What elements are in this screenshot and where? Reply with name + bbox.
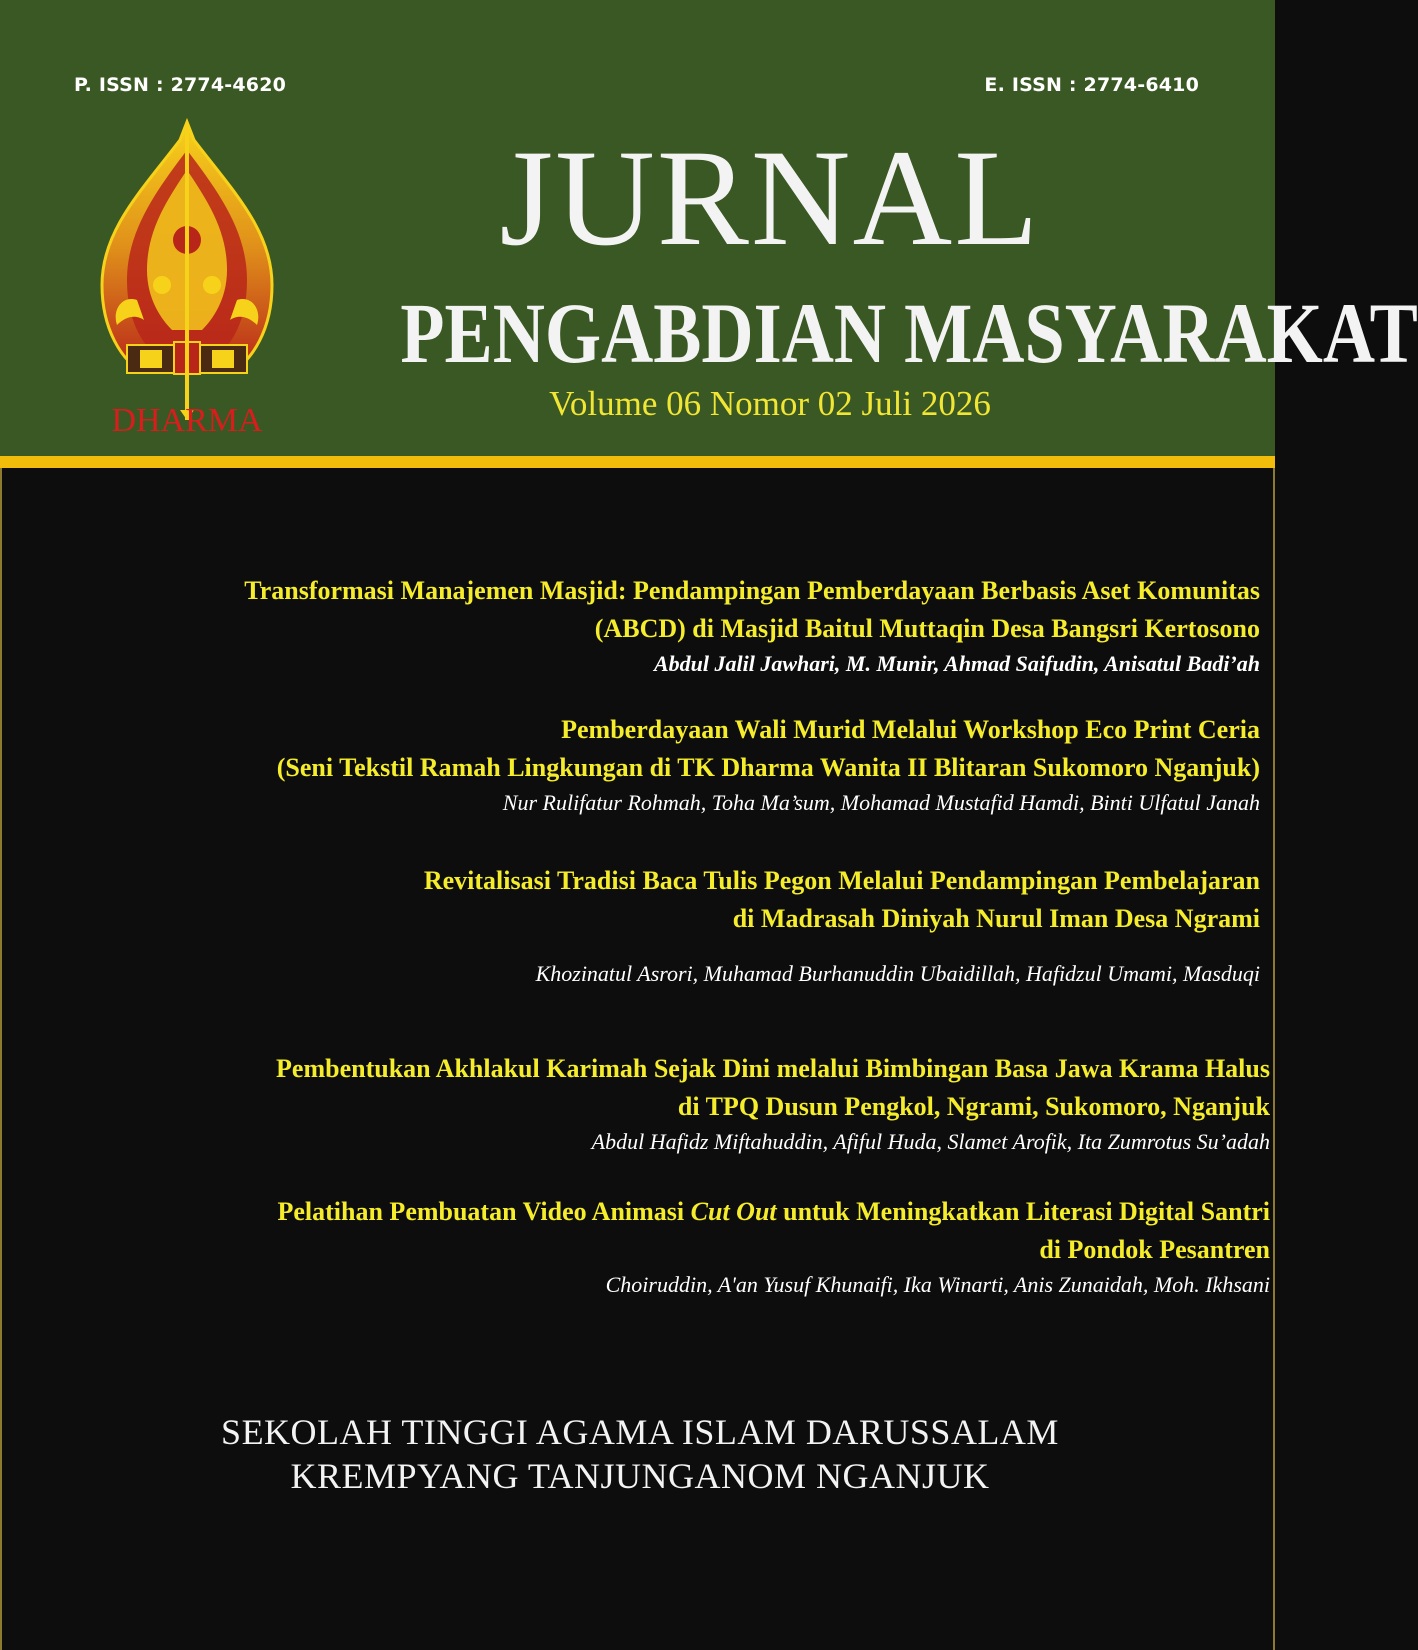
- logo-label: DHARMA: [111, 402, 263, 439]
- article-2: [100, 711, 1260, 819]
- article-title-line: (Seni Tekstil Ramah Lingkungan di TK Dharma Wanita II Blitaran Sukomoro Nganjuk): [276, 753, 1260, 782]
- institution-line-1: SEKOLAH TINGGI AGAMA ISLAM DARUSSALAM: [221, 1412, 1059, 1452]
- institution-line-2: KREMPYANG TANJUNGANOM NGANJUK: [290, 1456, 990, 1496]
- article-title-line: di Madrasah Diniyah Nurul Iman Desa Ngrami: [732, 904, 1260, 933]
- cover-header: [0, 0, 1418, 456]
- border-left: [0, 468, 2, 1650]
- border-right: [1273, 468, 1275, 1650]
- article-title-line: di TPQ Dusun Pengkol, Ngrami, Sukomoro, Nganjuk: [677, 1092, 1270, 1121]
- gunungan-logo: [82, 120, 292, 450]
- publisher-institution: [140, 1410, 1140, 1498]
- article-title-line: (ABCD) di Masjid Baitul Muttaqin Desa Bangsri Kertosono: [594, 614, 1260, 643]
- journal-subtitle: PENGABDIAN MASYARAKAT: [400, 285, 1418, 381]
- article-title-line: Revitalisasi Tradisi Baca Tulis Pegon Melalui Pendampingan Pembelajaran: [423, 866, 1260, 895]
- article-title-prefix: Pelatihan Pembuatan Video Animasi: [277, 1197, 691, 1226]
- print-issn: P. ISSN : 2774-4620: [74, 74, 287, 96]
- article-authors: Khozinatul Asrori, Muhamad Burhanuddin Ubaidillah, Hafidzul Umami, Masduqi: [535, 961, 1260, 986]
- journal-title: JURNAL: [499, 121, 1041, 274]
- gold-divider: [0, 456, 1275, 468]
- article-authors: Abdul Jalil Jawhari, M. Munir, Ahmad Saifudin, Anisatul Badi’ah: [653, 651, 1260, 676]
- article-title-emphasis: Cut Out: [690, 1197, 777, 1226]
- article-title-suffix: untuk Meningkatkan Literasi Digital Santri: [776, 1197, 1270, 1226]
- article-authors: Abdul Hafidz Miftahuddin, Afiful Huda, Slamet Arofik, Ita Zumrotus Su’adah: [591, 1129, 1270, 1154]
- article-title-line: Transformasi Manajemen Masjid: Pendampingan Pemberdayaan Berbasis Aset Komunitas: [244, 576, 1260, 605]
- article-1: [100, 572, 1260, 680]
- article-title-line: di Pondok Pesantren: [1039, 1235, 1270, 1264]
- article-4: [110, 1050, 1270, 1158]
- article-title-line: Pembentukan Akhlakul Karimah Sejak Dini melalui Bimbingan Basa Jawa Krama Halus: [276, 1054, 1270, 1083]
- article-title-line: [110, 1193, 1270, 1231]
- article-authors: Nur Rulifatur Rohmah, Toha Ma’sum, Mohamad Mustafid Hamdi, Binti Ulfatul Janah: [502, 790, 1260, 815]
- article-authors: Choiruddin, A'an Yusuf Khunaifi, Ika Winarti, Anis Zunaidah, Moh. Ikhsani: [605, 1272, 1270, 1297]
- article-title-line: Pemberdayaan Wali Murid Melalui Workshop Eco Print Ceria: [561, 715, 1260, 744]
- volume-info: Volume 06 Nomor 02 Juli 2026: [549, 384, 991, 423]
- gunungan-icon: [82, 120, 292, 420]
- article-5: [110, 1193, 1270, 1301]
- article-3: [100, 862, 1260, 990]
- electronic-issn: E. ISSN : 2774-6410: [984, 74, 1199, 96]
